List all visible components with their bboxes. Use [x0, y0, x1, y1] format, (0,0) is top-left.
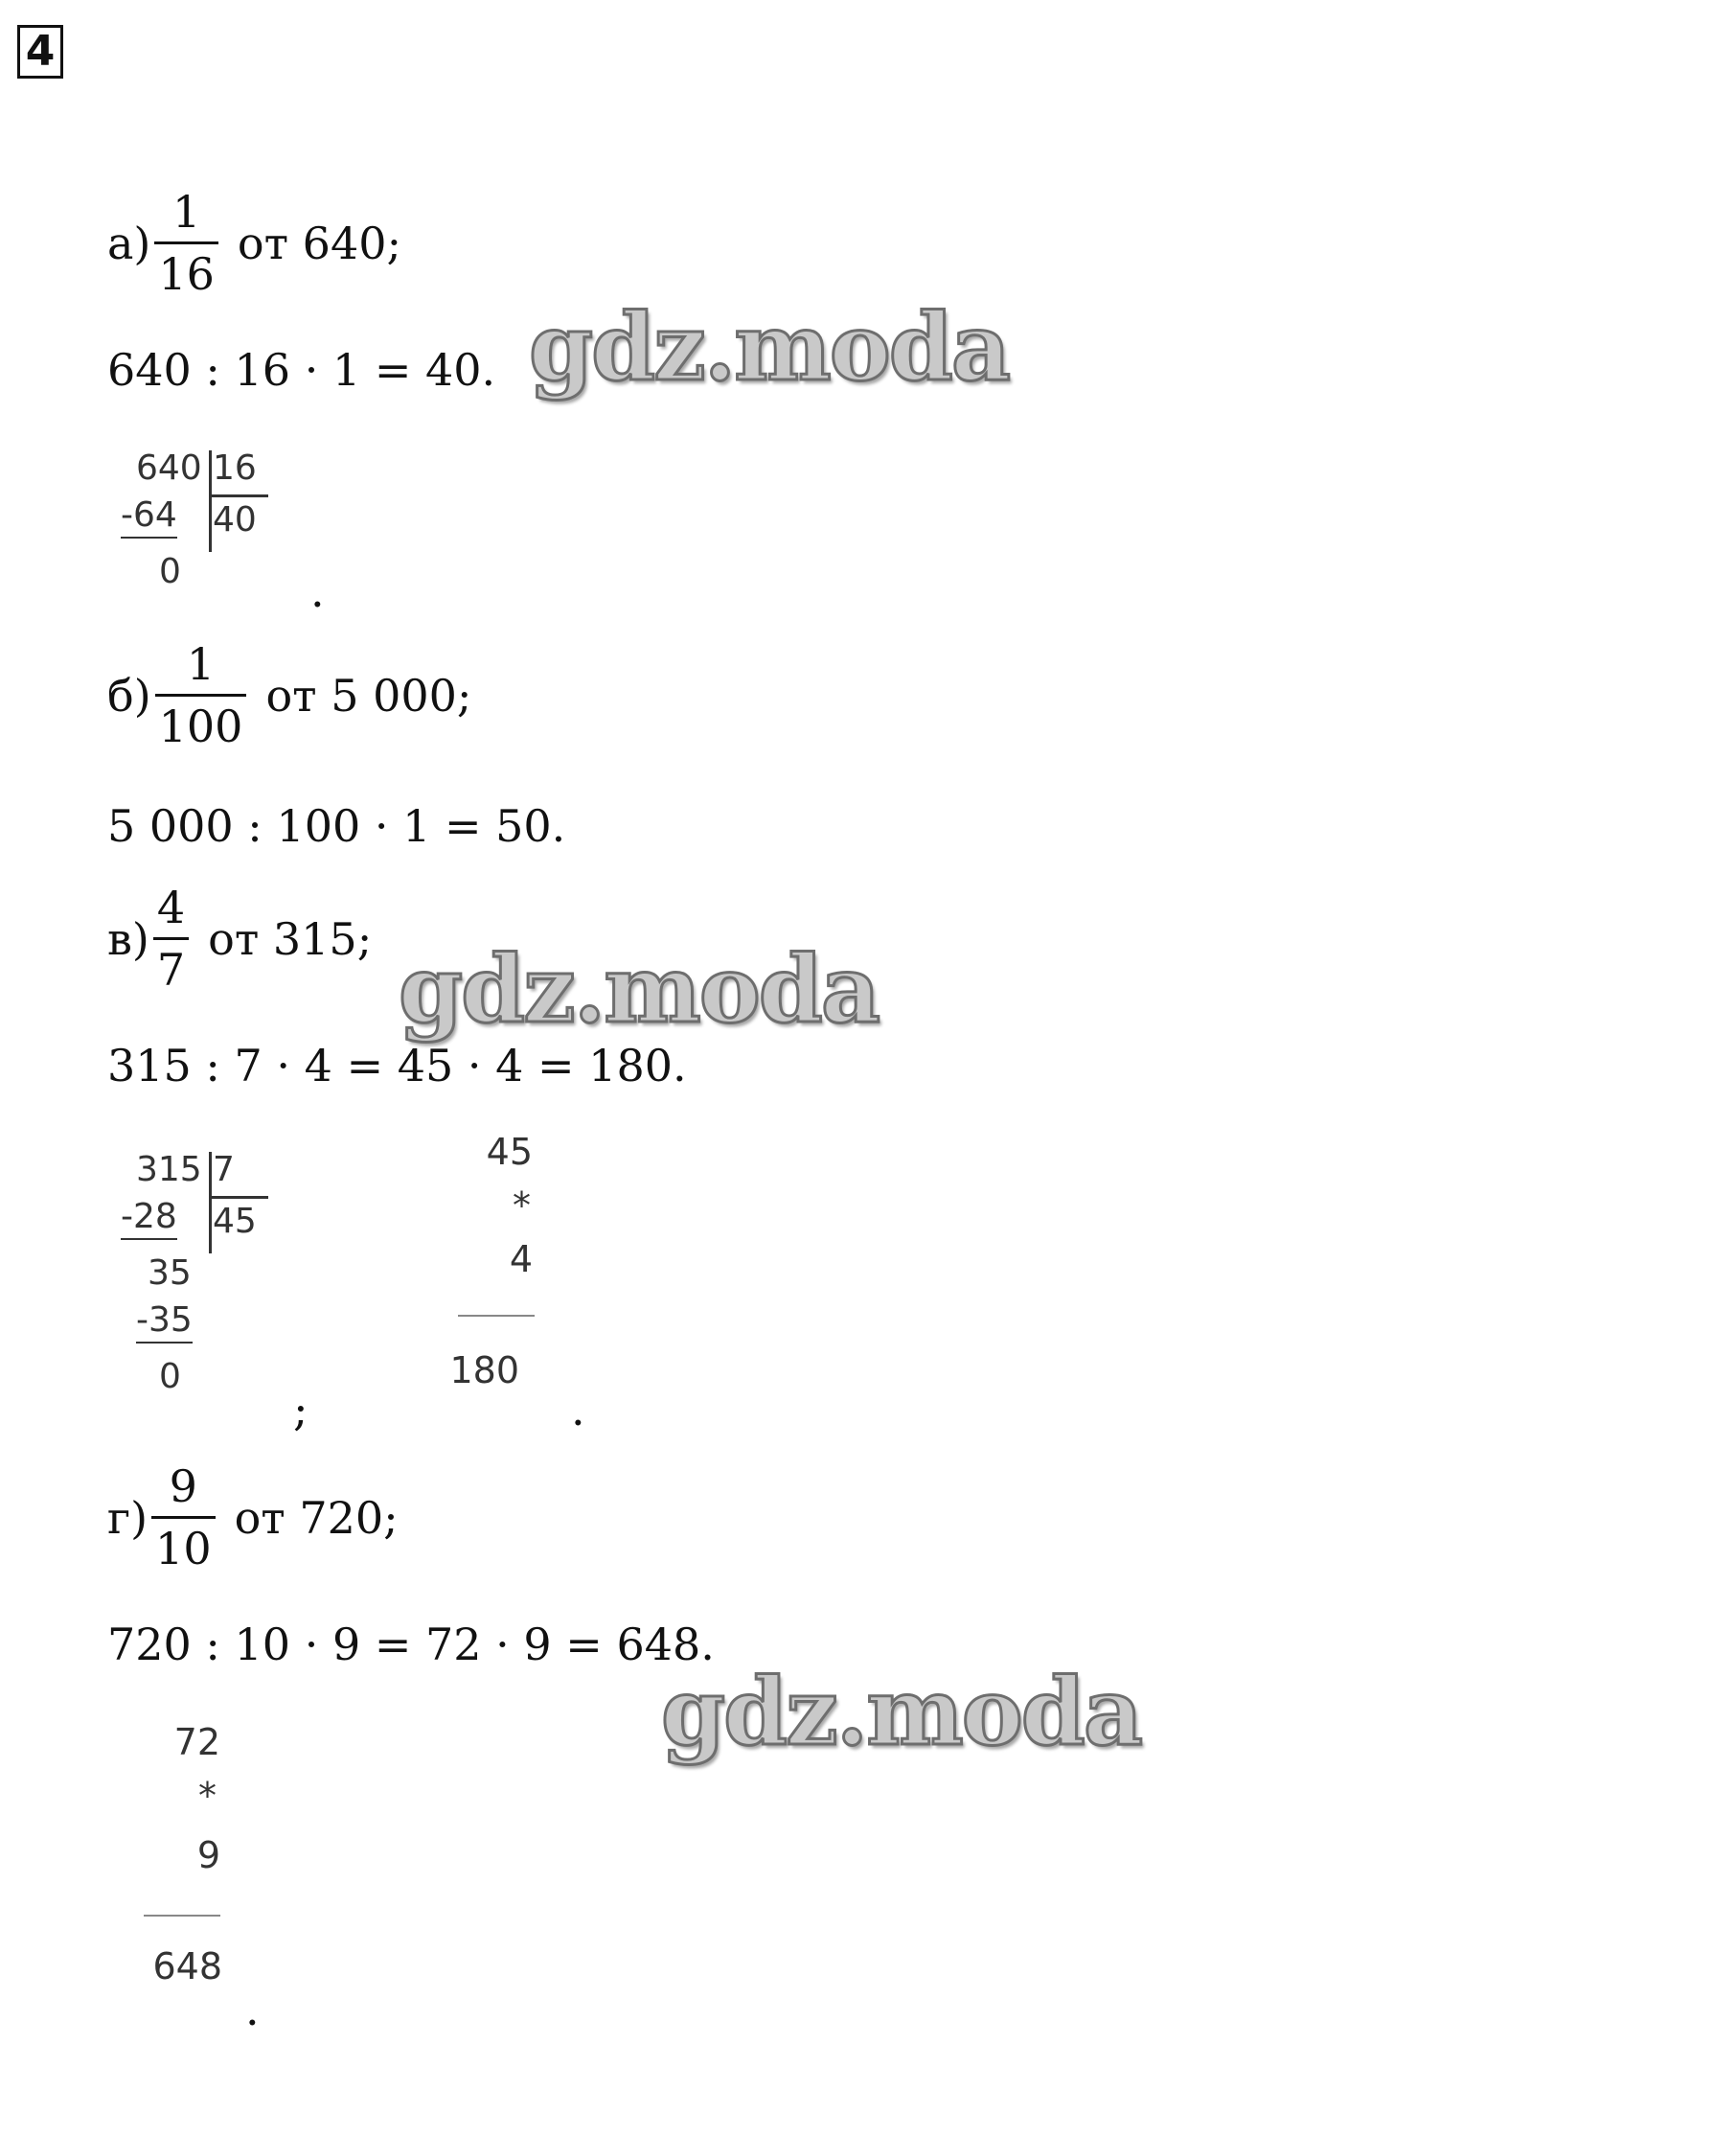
- part-b-heading: [107, 640, 471, 750]
- part-g-tail: от 720;: [234, 1491, 399, 1544]
- result-line: [144, 1915, 220, 1917]
- division-vertical-line: [209, 1152, 212, 1253]
- part-a-label: а): [107, 217, 151, 269]
- fraction-bar: [151, 1516, 216, 1519]
- part-b-denominator: 100: [158, 701, 243, 752]
- part-a-long-division: [115, 443, 307, 606]
- subtrahend-1: -28: [121, 1196, 177, 1240]
- task-number: 4: [25, 27, 56, 76]
- dividend: 315: [136, 1150, 202, 1189]
- multiplicand: 45: [486, 1131, 533, 1173]
- part-b-fraction: [155, 640, 247, 750]
- product: 180: [449, 1349, 519, 1391]
- part-b-calculation: 5 000 : 100 · 1 = 50.: [107, 800, 566, 852]
- part-g-end-punct: .: [245, 1984, 260, 2035]
- multiply-sign: *: [198, 1775, 217, 1817]
- task-number-box: [17, 25, 63, 79]
- part-g-fraction: [151, 1462, 216, 1573]
- part-a-heading: [107, 188, 401, 298]
- part-a-denominator: 16: [158, 248, 215, 300]
- part-g-label: г): [107, 1491, 148, 1544]
- part-v-fraction: [153, 884, 189, 994]
- part-v-long-division: [115, 1144, 307, 1413]
- part-v-label: в): [107, 912, 149, 965]
- divisor: 7: [213, 1150, 235, 1189]
- part-v-denominator: 7: [156, 944, 186, 996]
- part-a-numerator: 1: [172, 186, 201, 238]
- subtrahend-2: -35: [136, 1299, 193, 1344]
- part-b-label: б): [107, 669, 151, 722]
- part-v-multiply-end-punct: .: [571, 1384, 585, 1435]
- watermark-1: gdz.moda: [529, 293, 1010, 402]
- part-g-denominator: 10: [155, 1523, 212, 1574]
- part-v-tail: от 315;: [208, 912, 373, 965]
- fraction-bar: [155, 694, 247, 697]
- fraction-bar: [154, 241, 218, 244]
- fraction-bar: [153, 937, 189, 940]
- part-g-calculation: 720 : 10 · 9 = 72 · 9 = 648.: [107, 1619, 715, 1670]
- quotient: 40: [213, 500, 257, 540]
- part-v-numerator: 4: [156, 882, 186, 933]
- part-g-column-multiplication: [142, 1721, 238, 2009]
- intermediate: 35: [148, 1253, 192, 1293]
- multiplier: 9: [196, 1834, 220, 1876]
- part-a-end-punct: .: [310, 565, 325, 617]
- quotient: 45: [213, 1202, 257, 1241]
- part-a-tail: от 640;: [237, 217, 401, 269]
- subtrahend: -64: [121, 494, 177, 539]
- watermark-3: gdz.moda: [661, 1658, 1142, 1766]
- remainder: 0: [159, 1357, 181, 1396]
- part-v-division-end-punct: ;: [293, 1384, 308, 1435]
- multiplier: 4: [509, 1238, 533, 1280]
- division-vertical-line: [209, 450, 212, 552]
- part-v-heading: [107, 884, 372, 994]
- part-g-heading: [107, 1462, 399, 1573]
- division-horizontal-line: [209, 494, 268, 497]
- part-b-tail: от 5 000;: [265, 669, 472, 722]
- part-g-numerator: 9: [169, 1460, 197, 1512]
- remainder: 0: [159, 552, 181, 591]
- dividend: 640: [136, 448, 202, 488]
- division-horizontal-line: [209, 1196, 268, 1199]
- divisor: 16: [213, 448, 257, 488]
- part-v-column-multiplication: [450, 1131, 546, 1418]
- multiplicand: 72: [173, 1721, 220, 1763]
- multiply-sign: *: [513, 1184, 531, 1227]
- part-a-fraction: [154, 188, 218, 298]
- part-b-numerator: 1: [186, 638, 216, 690]
- product: 648: [152, 1945, 222, 1987]
- watermark-2: gdz.moda: [399, 935, 879, 1044]
- result-line: [458, 1315, 535, 1317]
- part-v-calculation: 315 : 7 · 4 = 45 · 4 = 180.: [107, 1040, 687, 1091]
- part-a-calculation: 640 : 16 · 1 = 40.: [107, 344, 496, 396]
